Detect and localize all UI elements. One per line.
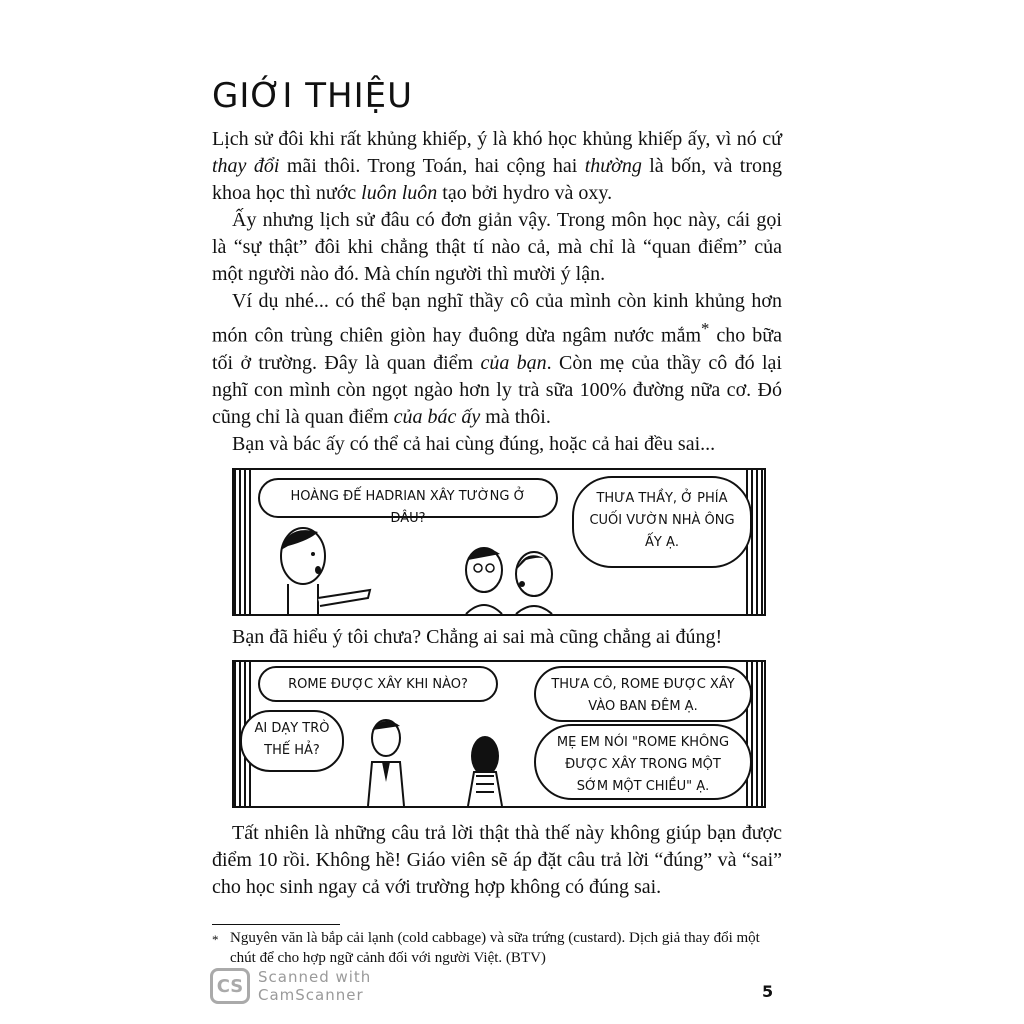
camscanner-logo-icon: CS <box>210 968 250 1004</box>
paragraph-1 <box>212 126 782 207</box>
footnote-marker: * <box>701 319 710 338</box>
intro-text-block <box>212 126 782 458</box>
speech-bubble-teacher: HOÀNG ĐẾ HADRIAN XÂY TƯỜNG Ở ĐÂU? <box>258 478 558 518</box>
teacher-figure-illustration <box>258 520 378 614</box>
panel-hatching <box>234 470 252 614</box>
watermark-line-2: CamScanner <box>258 986 364 1004</box>
footnote-text: Nguyên văn là bắp cải lạnh (cold cabbage) và sữa trứng (custard). Dịch giả thay đổi một chút để cho hợp ngữ cảnh đối với người Việt. (BTV) <box>230 930 760 966</box>
footnote-divider <box>212 924 340 925</box>
emphasis-text: của bác ấy <box>393 405 481 428</box>
speech-bubble-teacher-question: ROME ĐƯỢC XÂY KHI NÀO? <box>258 666 498 702</box>
speech-bubble-student-answer-2: MẸ EM NÓI "ROME KHÔNG ĐƯỢC XÂY TRONG MỘT SỚM MỘT CHIỀU" Ạ. <box>534 724 752 800</box>
closing-text-block <box>212 820 782 901</box>
text-span: . Còn mẹ của thầy cô đó lại nghĩ con mình còn ngọt ngào hơn ly trà sữa 100% đường nữa cơ. Đó cũng chỉ là quan điểm <box>212 351 782 428</box>
comic-panel-1 <box>232 468 766 616</box>
page-title: GIỚI THIỆU <box>212 76 413 116</box>
page-number: 5 <box>762 982 774 1001</box>
footnote-marker: * <box>212 932 219 947</box>
paragraph-4: Bạn và bác ấy có thể cả hai cùng đúng, hoặc cả hai đều sai... <box>232 432 716 455</box>
students-figure-illustration <box>456 540 576 614</box>
emphasis-text: luôn luôn <box>361 182 438 204</box>
emphasis-text: thay đổi <box>212 155 280 177</box>
teacher-figure-illustration <box>358 712 418 806</box>
middle-text-line: Bạn đã hiểu ý tôi chưa? Chẳng ai sai mà cũng chẳng ai đúng! <box>232 626 723 648</box>
watermark-line-1: Scanned with <box>258 968 372 986</box>
paragraph-2: Ấy nhưng lịch sử đâu có đơn giản vậy. Trong môn học này, cái gọi là “sự thật” đôi khi chẳng thật tí nào cả, mà chỉ là “quan điểm” của một người nào đó. Mà chín người thì mười ý lận. <box>212 209 782 285</box>
paragraph-5: Tất nhiên là những câu trả lời thật thà thế này không giúp bạn được điểm 10 rồi. Không hề! Giáo viên sẽ áp đặt câu trả lời “đúng” và “sai” cho học sinh ngay cả với trường hợp không có đúng sai. <box>212 822 782 898</box>
comic-panel-2 <box>232 660 766 808</box>
paragraph-3 <box>212 288 782 431</box>
text-span: Lịch sử đôi khi rất khủng khiếp, ý là khó học khủng khiếp ấy, vì nó cứ <box>212 128 782 150</box>
watermark-text <box>258 968 371 1004</box>
text-span: là bốn, và trong khoa học thì nước <box>212 155 782 204</box>
emphasis-text: của bạn <box>480 351 547 374</box>
student-figure-illustration <box>460 732 510 806</box>
text-span: cho bữa tối ở trường. Đây là quan điểm <box>212 324 783 374</box>
speech-bubble-student-answer-1: THƯA CÔ, ROME ĐƯỢC XÂY VÀO BAN ĐÊM Ạ. <box>534 666 752 722</box>
camscanner-watermark <box>210 968 371 1004</box>
speech-bubble-student: THƯA THẦY, Ở PHÍA CUỐI VƯỜN NHÀ ÔNG ẤY Ạ. <box>572 476 752 568</box>
text-span: Ví dụ nhé... có thể bạn nghĩ thầy cô của mình còn kinh khủng hơn món côn trùng chiên giòn hay đuông dừa ngâm nước mắm <box>212 290 782 347</box>
text-span: mà thôi. <box>480 405 551 428</box>
emphasis-text: thường <box>584 155 642 177</box>
text-span: mãi thôi. Trong Toán, hai cộng hai <box>279 155 585 177</box>
footnote <box>212 928 772 968</box>
text-span: tạo bởi hydro và oxy. <box>437 182 613 204</box>
speech-bubble-teacher-reply: AI DẠY TRÒ THẾ HẢ? <box>240 710 344 772</box>
